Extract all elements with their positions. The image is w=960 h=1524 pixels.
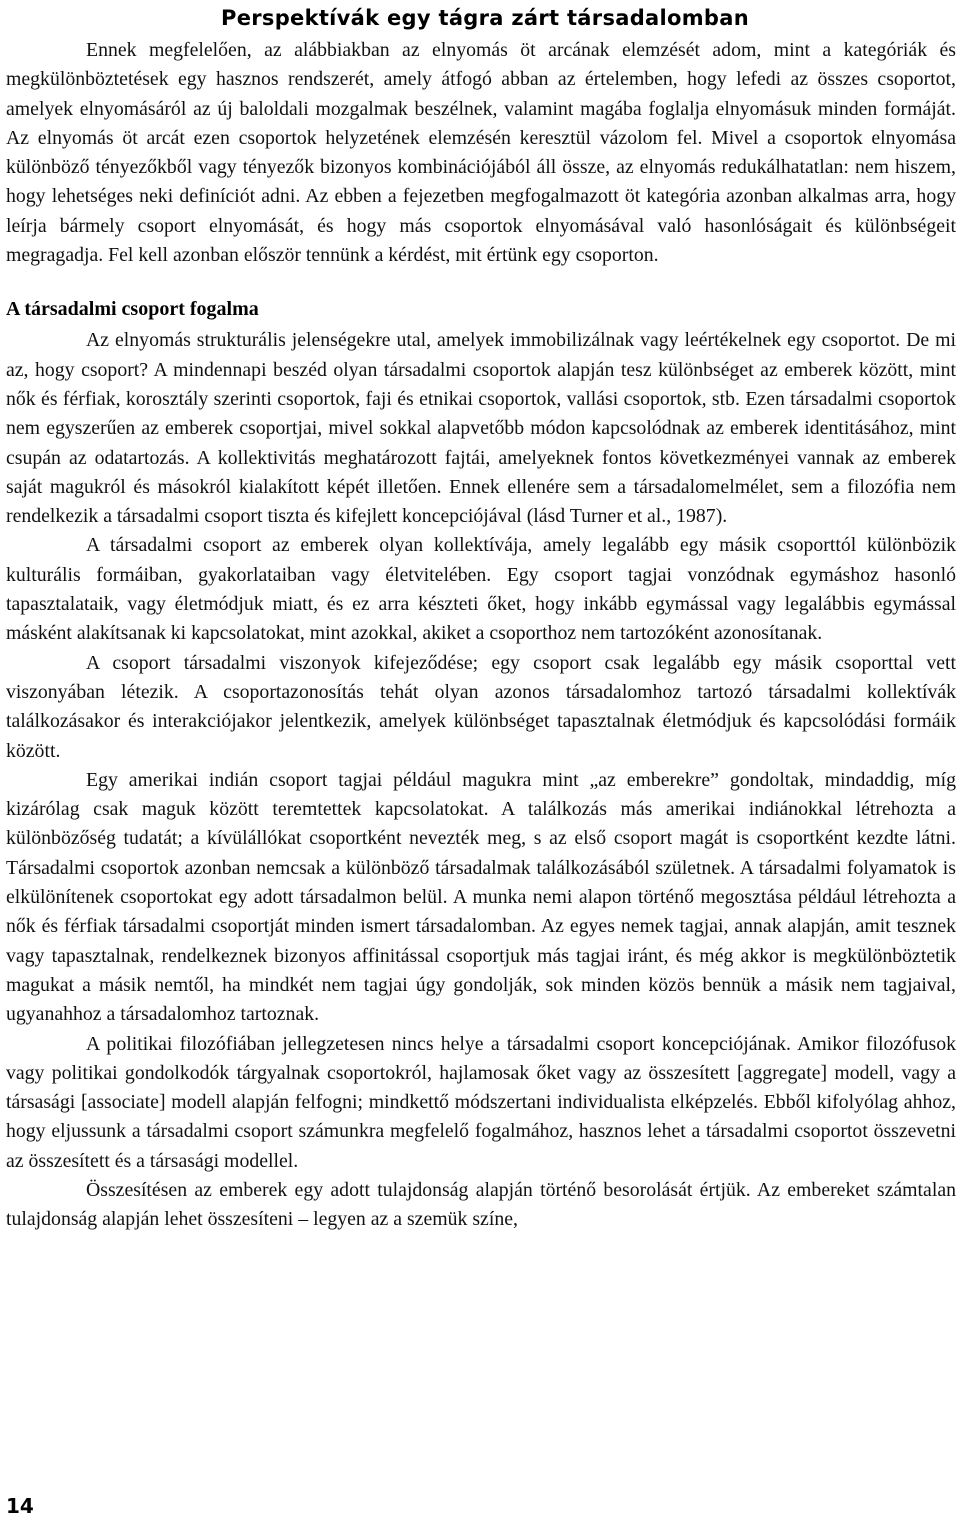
intro-paragraph: Ennek megfelelően, az alábbiakban az elnyomás öt arcának elemzését adom, mint a kategóriák és megkülönböztetések egy hasznos rendszerét, amely átfogó abban az értelemben, hogy lefedi az összes csoportot, amelyek elnyomásáról az új baloldali mozgalmak beszélnek, valamint magába foglalja elnyomásuk minden formáját. Az elnyomás öt arcát ezen csoportok helyzetének elemzésén keresztül vázolom fel. Mivel a csoportok elnyomása különböző tényezőkből vagy tényezők bizonyos kombinációjából áll össze, az elnyomás redukálhatatlan: nem hiszem, hogy lehetséges neki definíciót adni. Az ebben a fejezetben megfogalmazott öt kategória azonban alkalmas arra, hogy leírja bármely csoport elnyomását, és hogy más csoportok elnyomásával való hasonlóságait és különbségeit megragadja. Fel kell azonban először tennünk a kérdést, mit értünk egy csoporton. [6,39,956,267]
running-header: Perspektívák egy tágra zárt társadalomban [221,6,749,30]
body-paragraph-2: A társadalmi csoport az emberek olyan kollektívája, amely legalább egy másik csoporttól különbözik kulturális formáiban, gyakorlataiban vagy életvitelében. Egy csoport tagjai vonzódnak egymáshoz hasonló tapasztalataik, vagy életmódjuk miatt, és ez arra készteti őket, hogy inkább egymással vagy legalábbis egymással másként alakítsanak ki kapcsolatokat, mint azokkal, akiket a csoporthoz nem tartozóként azonosítanak. [6,534,956,645]
body-paragraph-1: Az elnyomás strukturális jelenségekre utal, amelyek immobilizálnak vagy leértékelnek egy csoportot. De mi az, hogy csoport? A mindennapi beszéd olyan társadalmi csoportok alapján tesz különbséget az emberek között, mint nők és férfiak, korosztály szerinti csoportok, faji és etnikai csoportok, vallási csoportok, stb. Ezen társadalmi csoportok nem egyszerűen az emberek csoportjai, mivel sokkal alapvetőbb módon kapcsolódnak az emberek identitásához, mint csupán az odatartozás. A kollektivitás meghatározott fajtái, amelyeknek fontos következményei vannak az emberek saját magukról és másokról kialakított képét illetően. Ennek ellenére sem a társadalomelmélet, sem a filozófia nem rendelkezik a társadalmi csoport tiszta és kifejlett koncepciójával (lásd Turner et al., 1987). [6,329,956,528]
body-paragraph-6: Összesítésen az emberek egy adott tulajdonság alapján történő besorolását értjük. Az embereket számtalan tulajdonság alapján lehet összesíteni – legyen az a szemük színe, [6,1178,956,1231]
document-page [6,0,956,1235]
body-paragraph-5: A politikai filozófiában jellegzetesen nincs helye a társadalmi csoport koncepciójának. Amikor filozófusok vagy politikai gondolkodók tárgyalnak csoportokról, hajlamosak őket vagy az összesített [aggregate] modell, vagy a társasági [associate] modell alapján felfogni; mindkettő módszertani individualista elképzelés. Ebből kifolyólag ahhoz, hogy eljussunk a társadalmi csoport számunkra megfelelő fogalmához, hasznos lehet a társadalmi csoportot összevetni az összesített és a társasági modellel. [6,1032,956,1172]
body-paragraph-4: Egy amerikai indián csoport tagjai például magukra mint „az emberekre” gondoltak, mindaddig, míg kizárólag csak maguk között teremtettek kapcsolatokat. A találkozás más amerikai indiánokkal létrehozta a különbözőség tudatát; a kívülállókat csoportként nevezték meg, s az első csoport magát is csoportként kezdte látni. Társadalmi csoportok azonban nemcsak a különböző társadalmak találkozásából születnek. A társadalmi folyamatok is elkülönítenek csoportokat egy adott társadalmon belül. A munka nemi alapon történő megosztása például létrehozta a nők és férfiak társadalmi csoportját minden ismert társadalomban. Az egyes nemek tagjai, annak alapján, amit tesznek vagy tapasztalnak, rendelkeznek bizonyos affinitással csoportjuk más tagjai iránt, és még akkor is megkülönböztetik magukat a másik nemtől, ha mindkét nem tagjai úgy gondolják, sok minden közös bennük a másik nem tagjaival, ugyanahhoz a társadalomhoz tartoznak. [6,768,956,1026]
section-heading: A társadalmi csoport fogalma [6,298,259,321]
page-number: 14 [6,1494,34,1518]
body-paragraph-3: A csoport társadalmi viszonyok kifejeződése; egy csoport csak legalább egy másik csoporttal vett viszonyában létezik. A csoportazonosítás tehát olyan azonos társadalomhoz tartozó társadalmi kollektívák találkozásakor és interakciójakor jelentkezik, amelyek különbséget tapasztalnak életmódjuk és kapcsolódási formáik között. [6,651,956,762]
